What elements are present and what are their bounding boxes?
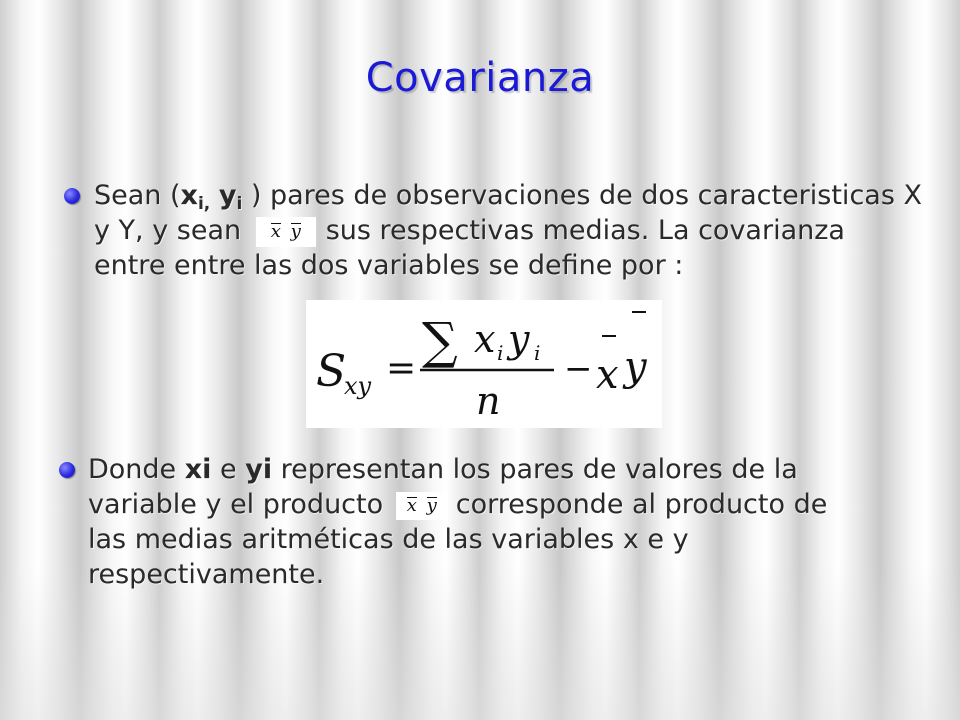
bullet2-text-end: corresponde al producto de las medias aritméticas de las variables x e y respectivamente. — [88, 489, 828, 590]
bullet1-text-start: Sean ( — [94, 180, 181, 211]
formula-xbar: x — [596, 352, 619, 398]
xi-symbol: x — [180, 180, 198, 211]
bullet2-text-start: Donde — [88, 454, 185, 485]
bullet-dot-icon — [59, 462, 75, 478]
yi-label: yi — [245, 454, 273, 485]
xi-label: xi — [184, 454, 212, 485]
y-mean-symbol: y — [290, 220, 301, 242]
formula-sum: ∑ — [422, 312, 458, 370]
covariance-formula-image — [306, 300, 662, 428]
product-means-image — [396, 492, 448, 520]
means-image — [256, 217, 316, 247]
formula-minus: − — [564, 349, 593, 389]
x-mean-symbol: x — [406, 494, 417, 516]
bullet-dot-icon — [64, 188, 80, 204]
formula-equals: = — [386, 348, 417, 389]
formula-numer-y: y — [508, 317, 530, 361]
xi-subscript: i, — [197, 194, 211, 214]
formula-numer-i2: i — [534, 341, 541, 365]
formula-numer-x: x — [474, 317, 496, 361]
bullet1-text-end: sus respectivas medias. La covarianza entre entre las dos variables se define por : — [94, 215, 845, 281]
bullet-explanation — [88, 452, 868, 592]
formula-ybar: y — [624, 344, 647, 390]
yi-symbol: y — [218, 180, 237, 211]
slide-title: Covarianza — [365, 55, 595, 101]
formula-numer-i1: i — [497, 341, 504, 365]
bullet-definition — [94, 178, 924, 283]
y-mean-symbol: y — [426, 494, 437, 516]
formula-lhs-subscript: xy — [344, 372, 372, 400]
formula-denominator: n — [476, 379, 501, 423]
bullet2-text-middle: representan los pares de valores de la variable y el producto — [88, 454, 798, 520]
formula-lhs: S — [316, 346, 347, 397]
yi-subscript: i — [236, 194, 243, 214]
x-mean-symbol: x — [270, 220, 281, 242]
bullet1-text-middle: ) pares de observaciones de dos caracteristicas X y Y, y sean — [94, 180, 922, 246]
bullet2-text-e: e — [211, 454, 246, 485]
